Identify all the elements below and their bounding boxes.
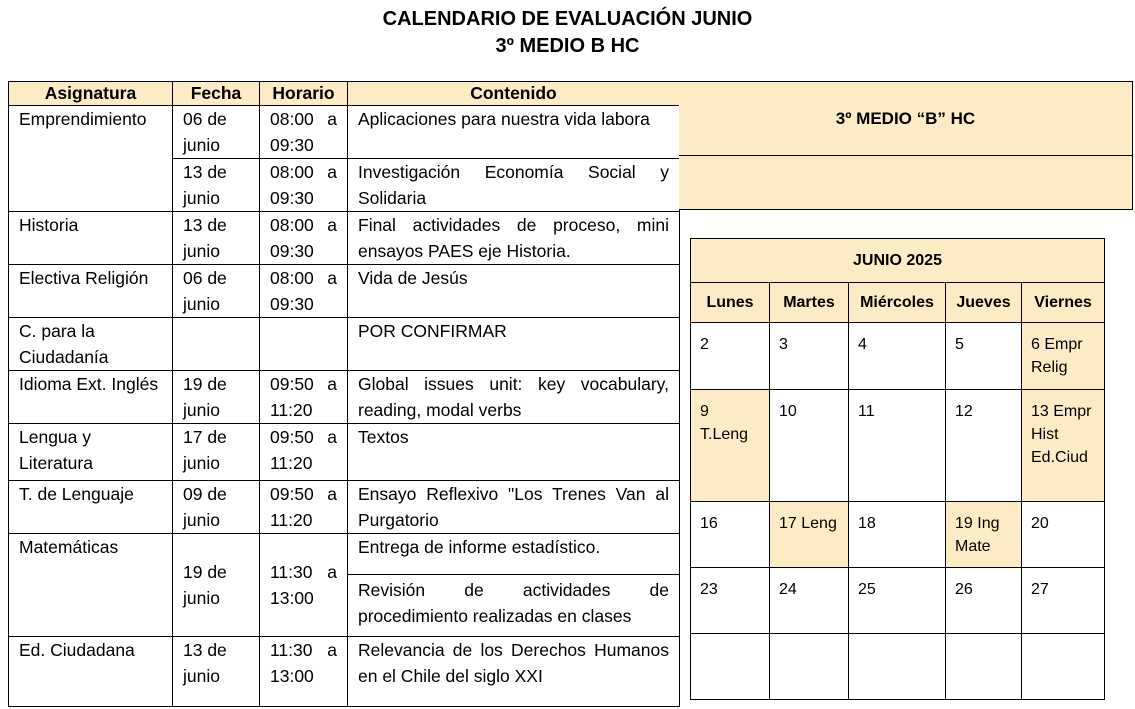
table-row (9, 481, 680, 534)
calendar-day (770, 634, 849, 700)
content-cell: Global issues unit: key vocabulary, reading, modal verbs (348, 371, 680, 424)
calendar-day (1022, 634, 1105, 700)
table-row (9, 265, 680, 318)
date-cell: 17 de junio (173, 424, 260, 481)
table-row (9, 212, 680, 265)
calendar-day: 4 (849, 323, 946, 390)
june-calendar (690, 238, 1105, 700)
calendar-week (691, 634, 1105, 700)
column-header: Asignatura (9, 82, 173, 106)
calendar-day: 26 (946, 568, 1022, 634)
calendar-day: 10 (770, 390, 849, 502)
time-cell: 09:50 a 11:20 (260, 481, 348, 534)
content-cell: Revisión de actividades de procedimiento realizadas en clases (348, 575, 680, 637)
course-label-panel (679, 81, 1133, 156)
subject-cell: T. de Lenguaje (9, 481, 173, 534)
weekday-header: Lunes (691, 283, 770, 323)
content-cell: Vida de Jesús (348, 265, 680, 318)
subject-cell: Electiva Religión (9, 265, 173, 318)
table-header-row (9, 82, 680, 106)
time-cell (260, 318, 348, 371)
calendar-month-title: JUNIO 2025 (691, 239, 1105, 283)
calendar-day: 18 (849, 502, 946, 568)
calendar-day: 2 (691, 323, 770, 390)
column-header: Fecha (173, 82, 260, 106)
calendar-day-evaluation: 13 Empr Hist Ed.Ciud (1022, 390, 1105, 502)
calendar-day-evaluation: 9 T.Leng (691, 390, 770, 502)
calendar-day: 11 (849, 390, 946, 502)
column-header: Horario (260, 82, 348, 106)
time-cell: 08:00 a 09:30 (260, 106, 348, 159)
time-cell: 09:50 a 11:20 (260, 424, 348, 481)
calendar-day (946, 634, 1022, 700)
content-cell: Aplicaciones para nuestra vida labora (348, 106, 680, 159)
course-label: 3º MEDIO “B” HC (835, 108, 976, 128)
content-cell: Ensayo Reflexivo "Los Trenes Van al Purgatorio (348, 481, 680, 534)
title-line-2: 3º MEDIO B HC (495, 35, 640, 57)
date-cell: 09 de junio (173, 481, 260, 534)
subject-cell: Emprendimiento (9, 106, 173, 212)
content-cell: POR CONFIRMAR (348, 318, 680, 371)
table-row (9, 637, 680, 707)
date-cell: 13 de junio (173, 212, 260, 265)
subject-cell: Lengua y Literatura (9, 424, 173, 481)
calendar-day: 16 (691, 502, 770, 568)
weekday-header: Jueves (946, 283, 1022, 323)
weekday-header: Miércoles (849, 283, 946, 323)
time-cell: 08:00 a 09:30 (260, 265, 348, 318)
weekday-header: Martes (770, 283, 849, 323)
date-cell: 13 de junio (173, 159, 260, 212)
table-row (9, 534, 680, 575)
date-cell: 19 de junio (173, 371, 260, 424)
table-row (9, 424, 680, 481)
time-cell: 11:30 a 13:00 (260, 534, 348, 637)
calendar-week (691, 502, 1105, 568)
calendar-day-evaluation: 6 Empr Relig (1022, 323, 1105, 390)
subject-cell: Historia (9, 212, 173, 265)
calendar-day: 12 (946, 390, 1022, 502)
calendar-week (691, 568, 1105, 634)
calendar-week (691, 390, 1105, 502)
calendar-day: 25 (849, 568, 946, 634)
calendar-weekday-row (691, 283, 1105, 323)
subject-cell: C. para la Ciudadanía (9, 318, 173, 371)
time-cell: 09:50 a 11:20 (260, 371, 348, 424)
content-cell: Relevancia de los Derechos Humanos en el Chile del siglo XXI (348, 637, 680, 707)
calendar-day: 27 (1022, 568, 1105, 634)
calendar-day (691, 634, 770, 700)
calendar-day (849, 634, 946, 700)
date-cell: 19 de junio (173, 534, 260, 637)
time-cell: 08:00 a 09:30 (260, 159, 348, 212)
subject-cell: Idioma Ext. Inglés (9, 371, 173, 424)
evaluation-table (8, 81, 680, 707)
table-row (9, 371, 680, 424)
time-cell: 11:30 a 13:00 (260, 637, 348, 707)
document-title (0, 6, 1135, 60)
calendar-day: 20 (1022, 502, 1105, 568)
date-cell: 13 de junio (173, 637, 260, 707)
date-cell: 06 de junio (173, 106, 260, 159)
subject-cell: Ed. Ciudadana (9, 637, 173, 707)
course-band (679, 156, 1133, 210)
content-cell: Entrega de informe estadístico. (348, 534, 680, 575)
calendar-day: 23 (691, 568, 770, 634)
date-cell (173, 318, 260, 371)
subject-cell: Matemáticas (9, 534, 173, 637)
weekday-header: Viernes (1022, 283, 1105, 323)
content-cell: Investigación Economía Social y Solidaria (348, 159, 680, 212)
title-line-1: CALENDARIO DE EVALUACIÓN JUNIO (382, 8, 753, 30)
calendar-day-evaluation: 17 Leng (770, 502, 849, 568)
table-row (9, 106, 680, 159)
date-cell: 06 de junio (173, 265, 260, 318)
content-cell: Textos (348, 424, 680, 481)
content-cell: Final actividades de proceso, mini ensayos PAES eje Historia. (348, 212, 680, 265)
column-header: Contenido (348, 82, 680, 106)
calendar-day: 5 (946, 323, 1022, 390)
calendar-week (691, 323, 1105, 390)
calendar-day: 3 (770, 323, 849, 390)
time-cell: 08:00 a 09:30 (260, 212, 348, 265)
table-row (9, 318, 680, 371)
calendar-day-evaluation: 19 Ing Mate (946, 502, 1022, 568)
calendar-day: 24 (770, 568, 849, 634)
